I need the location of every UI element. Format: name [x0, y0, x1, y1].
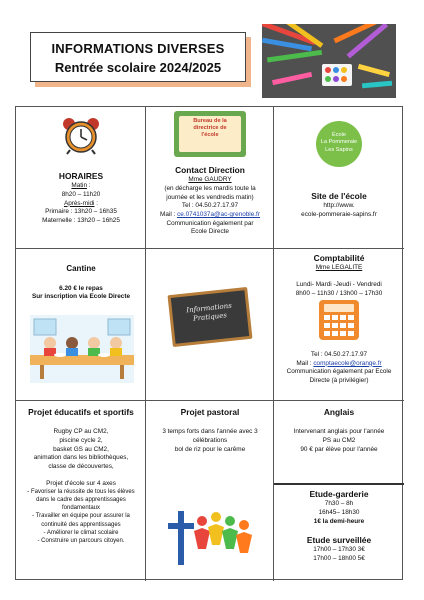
projet-line-2: piscine cycle 2, [59, 436, 103, 444]
projet-line-4: animation dans les bibliothèques, [33, 454, 129, 462]
maternelle-hours: Maternelle : 13h20 – 16h25 [42, 216, 120, 224]
contact-cell [146, 107, 274, 249]
site-url-2[interactable]: ecole-pommeraie-sapins.fr [301, 210, 377, 218]
logo-line-1: École [332, 132, 346, 138]
compta-cell [274, 249, 404, 401]
garderie-line-1: 7h30 – 8h [324, 500, 354, 508]
site-url-1[interactable]: http://www. [323, 202, 355, 210]
info-grid [15, 106, 403, 580]
pastoral-line-2: célébrations [192, 436, 228, 444]
projet-line-3: basket GS au CM2, [53, 445, 109, 453]
office-sign [174, 111, 246, 157]
contact-tel: Tel : 04.50.27.17.97 [181, 202, 239, 210]
pastoral-line-3: bol de riz pour le carême [174, 445, 246, 453]
section-divider [274, 483, 404, 485]
contact-name: Mme GAUDRY [188, 176, 232, 184]
title-box [30, 32, 246, 82]
projet-title: Projet éducatifs et sportifs [28, 407, 134, 417]
garderie-line-3: 1€ la demi-heure [313, 517, 365, 525]
compta-comm-2: Directe (à privilégier) [309, 376, 369, 384]
site-cell [274, 107, 404, 249]
page-subtitle: Rentrée scolaire 2024/2025 [54, 60, 222, 75]
school-supplies-image [262, 24, 396, 98]
compta-days: Lundi- Mardi -Jeudi - Vendredi [296, 280, 382, 288]
contact-comm-2: Ecole Directe [190, 228, 229, 236]
anglais-line-1: Intervenant anglais pour l'année [293, 428, 385, 436]
projet-cell [16, 401, 146, 581]
anglais-title: Anglais [323, 407, 355, 417]
school-logo [316, 121, 362, 167]
pastoral-cross-people-icon [164, 501, 256, 567]
projet-axe-6: - Améliorer le climat scolaire [43, 529, 119, 536]
compta-mail-link[interactable]: comptaecole@orange.fr [313, 359, 382, 367]
contact-mail-label: Mail : [160, 210, 178, 218]
cantine-children-illustration [30, 315, 134, 383]
garderie-line-2: 16h45– 18h30 [318, 508, 360, 516]
info-board-cell [146, 249, 274, 401]
sign-line-2: directrice de [193, 124, 227, 131]
projet-axes-title: Projet d'école sur 4 axes [46, 479, 116, 487]
matin-label: Matin [71, 182, 88, 190]
compta-name: Mme LEGALITE [315, 264, 363, 272]
horaires-cell: HORAIRES Matin : 8h20 – 11h20 Après-midi : Primaire : 13h20 – 16h35 Maternelle : 13h20 – 16h25 [16, 107, 146, 249]
primaire-hours: Primaire : 13h20 – 16h35 [45, 208, 117, 216]
anglais-line-2: PS au CM2 [322, 436, 356, 444]
etude-title: Etude surveillée [306, 535, 372, 545]
compta-title: Comptabilité [313, 253, 365, 263]
cantine-price: 6.20 € le repas [59, 284, 103, 292]
projet-line-1: Rugby CP au CM2, [53, 428, 109, 436]
etude-line-2: 17h00 – 18h00 5€ [313, 554, 365, 562]
projet-axe-7: - Construire un parcours citoyen. [37, 537, 125, 544]
chalkboard [168, 287, 253, 347]
page-title: INFORMATIONS DIVERSES [51, 41, 225, 56]
site-title: Site de l'école [311, 191, 367, 201]
contact-note-2: journée et les vendredis matin) [166, 193, 254, 201]
cantine-cell [16, 249, 146, 401]
sign-line-3: l'école [201, 131, 219, 138]
matin-value: 8h20 – 11h20 [61, 190, 101, 198]
compta-comm-1: Communication également par Ecole [286, 368, 392, 376]
anglais-line-3: 90 € par élève pour l'année [300, 445, 378, 453]
projet-axe-3: fondamentaux [61, 505, 101, 512]
pastoral-line-1: 3 temps forts dans l'année avec 3 [162, 428, 258, 436]
anglais-etude-cell [274, 401, 404, 581]
alarm-clock-icon [61, 117, 101, 155]
board-line-1: Informations [185, 301, 233, 315]
contact-comm-1: Communication également par [166, 219, 254, 227]
apres-midi-label: Après-midi [63, 199, 95, 207]
projet-axe-1: - Favoriser la réussite de tous les élèves [27, 489, 135, 496]
horaires-title: HORAIRES [58, 171, 104, 181]
compta-mail-label: Mail : [296, 359, 314, 367]
projet-axe-5: continuité des apprentissages [41, 521, 121, 528]
contact-note-1: (en décharge les mardis toute la [164, 184, 256, 192]
projet-axe-4: - Travailler en équipe pour assurer la [32, 513, 130, 520]
cantine-title: Cantine [66, 264, 96, 273]
contact-mail-link[interactable]: ce.0741037a@ac-grenoble.fr [177, 210, 260, 218]
logo-line-2: La Pommeraie [320, 139, 358, 146]
pastoral-cell [146, 401, 274, 581]
calculator-icon [318, 299, 360, 341]
garderie-title: Etude-garderie [309, 489, 369, 499]
cantine-inscription: Sur inscription via Ecole Directe [31, 293, 131, 301]
pastoral-title: Projet pastoral [180, 407, 240, 417]
etude-line-1: 17h00 – 17h30 3€ [313, 546, 365, 554]
compta-tel: Tel : 04.50.27.17.97 [310, 351, 368, 358]
projet-line-5: classe de découvertes, [48, 462, 114, 470]
board-line-2: Pratiques [192, 311, 228, 324]
contact-title: Contact Direction [175, 165, 245, 175]
sign-line-1: Bureau de la [193, 118, 227, 124]
projet-axe-2: dans le cadre des apprentissages [36, 497, 126, 504]
compta-hours: 8h00 – 11h30 / 13h00 – 17h30 [295, 289, 383, 297]
logo-line-3: Les Sapins [325, 146, 353, 153]
